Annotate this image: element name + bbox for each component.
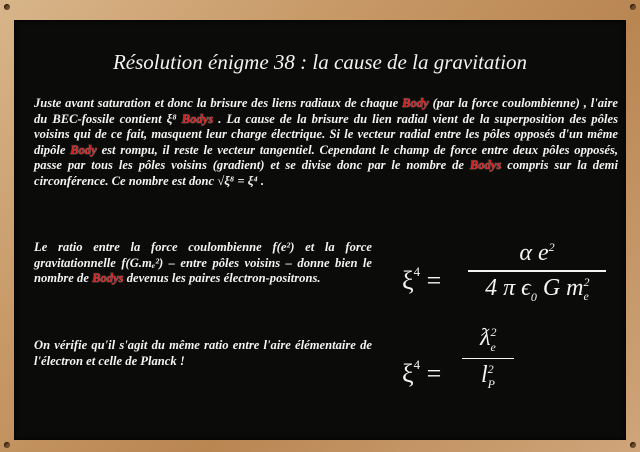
body-word: Body [402, 96, 429, 110]
text-span: est rompu, il reste le vecteur tangentiel. Cependant le champ de force entre deux pôles opposés, passe par tous les pôles voisins (gradient) et se divise donc par le nombre de [34, 142, 618, 173]
denominator: 4 π $\epsilon_0$ G $m^2_e$ [485, 274, 590, 304]
equation-lhs: $\xi^4$ = [402, 264, 442, 295]
chalkboard [14, 20, 626, 440]
nail-icon [4, 442, 10, 448]
bodys-word: Bodys [92, 271, 124, 286]
bodys-word: Bodys [469, 158, 502, 173]
paragraph-ratio [34, 240, 372, 287]
text-span: Juste avant saturation et donc la brisure des liens radiaux de chaque [34, 96, 403, 110]
paragraph-intro [34, 96, 618, 190]
text-span: Le ratio entre la force coulombienne f(e²) et la force gravitationnelle f(G.mₑ²) – entre pôles voisins – donne bien le nombre de [34, 240, 372, 286]
fraction-bar [468, 270, 606, 272]
text-span: devenus les paires électron-positrons. [123, 271, 321, 286]
nail-icon [4, 4, 10, 10]
nail-icon [630, 442, 636, 448]
text-span: compris sur la demi circonférence. Ce nombre est donc √ξ⁸ = ξ⁴ . [34, 158, 618, 188]
text-span: (par la force coulombienne) , l'aire du BEC-fossile contient ξ⁸ [34, 96, 618, 126]
equation-lhs: $\xi^4$ = [402, 357, 442, 388]
denominator: $l^2_P$ [480, 362, 495, 392]
bodys-word: Bodys [181, 111, 214, 126]
numerator: α $e^2$ [519, 240, 555, 266]
equation-fraction [462, 325, 514, 392]
body-word: Body [70, 142, 97, 157]
paragraph-check: On vérifie qu'il s'agit du même ratio entre l'aire élémentaire de l'électron et celle de Planck ! [34, 338, 372, 368]
page-title: Résolution énigme 38 : la cause de la gravitation [112, 50, 528, 74]
text-span: . La cause de la brisure du lien radial vient de la superposition des pôles voisins qui de ce fait, masquent leur charge électrique. Si le vecteur radial entre les pôles opposés d'un même dipôle [34, 111, 618, 157]
nail-icon [630, 4, 636, 10]
fraction-bar [462, 358, 514, 360]
equation-fraction [468, 240, 606, 304]
numerator: $ƛ^2_e$ [480, 325, 497, 354]
